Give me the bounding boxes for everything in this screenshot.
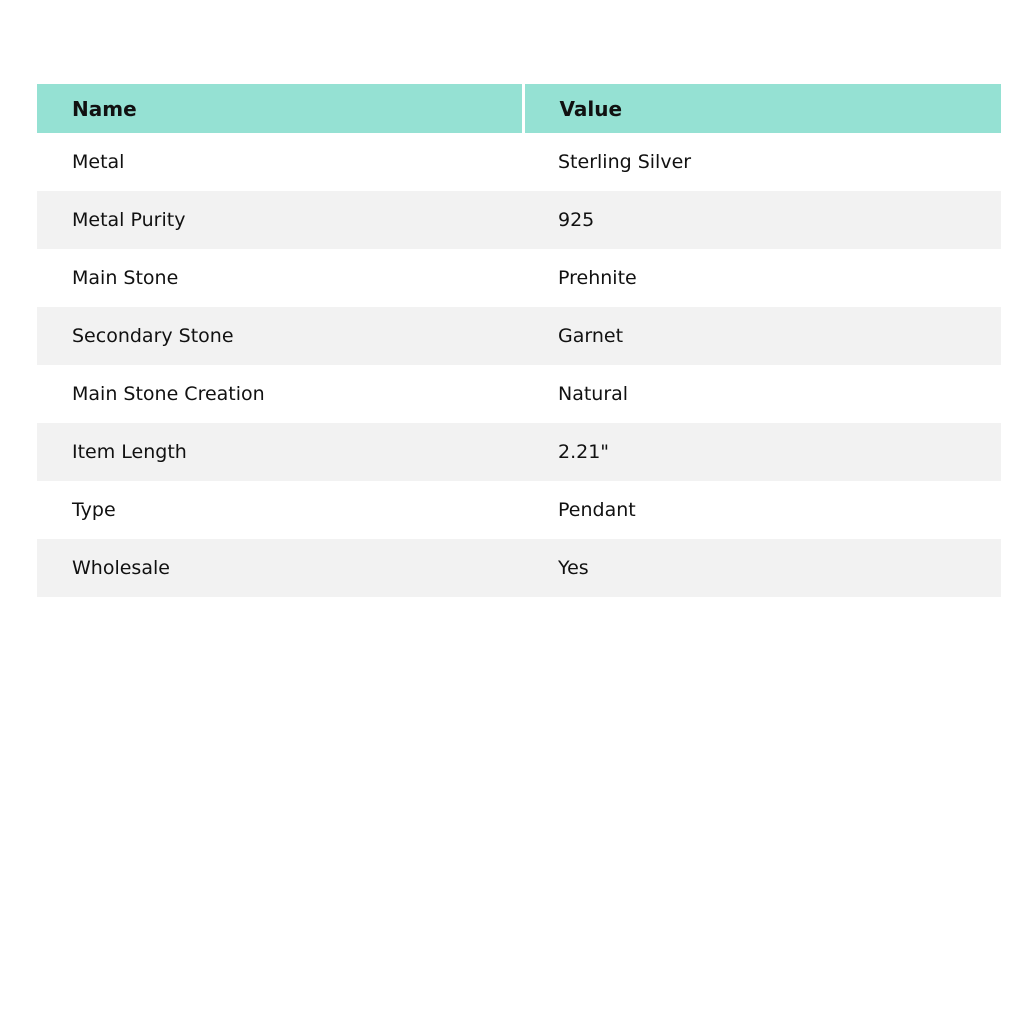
row-name-cell: Item Length [72,441,187,463]
table-row [37,249,1001,307]
table-row [37,481,1001,539]
row-name-cell: Metal [72,151,125,173]
row-name-cell: Metal Purity [72,209,186,231]
row-name-cell: Type [72,499,116,521]
table-row [37,133,1001,191]
row-value-cell: Garnet [558,325,624,347]
header-value: Value [523,84,1001,133]
row-name-cell: Main Stone Creation [72,383,265,405]
row-value-cell: Natural [558,383,629,405]
table-row [37,365,1001,423]
table-row [37,539,1001,597]
row-value-cell: 2.21" [558,441,610,463]
row-value-cell: 925 [558,209,595,231]
table-row [37,191,1001,249]
row-name-cell: Wholesale [72,557,170,579]
row-value-cell: Pendant [558,499,636,521]
table-header-row [37,84,1001,133]
table-body [37,133,1001,597]
row-name-cell: Secondary Stone [72,325,234,347]
row-value-cell: Yes [558,557,589,579]
header-name: Name [37,84,523,133]
row-value-cell: Sterling Silver [558,151,692,173]
table-row [37,307,1001,365]
table-row [37,423,1001,481]
row-value-cell: Prehnite [558,267,637,289]
row-name-cell: Main Stone [72,267,179,289]
product-spec-table [37,84,1001,597]
table-head [37,84,1001,133]
